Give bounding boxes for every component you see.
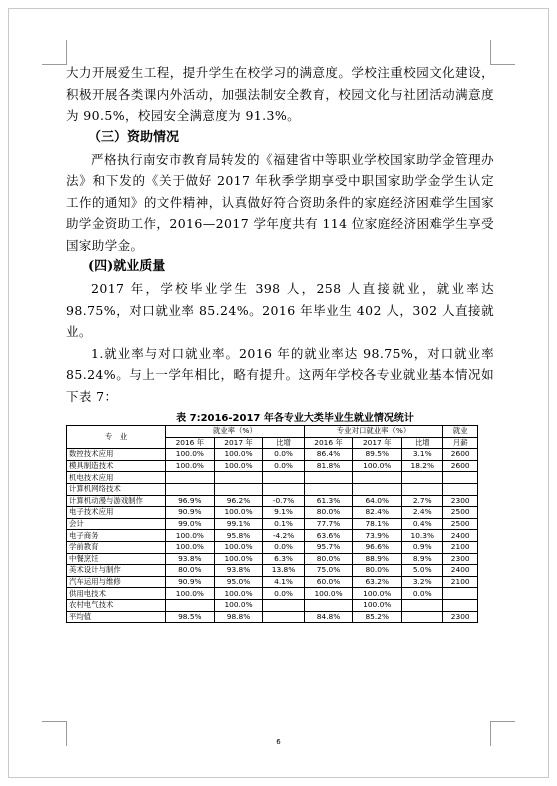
header-salary-line1: 就业 <box>443 426 478 438</box>
table-row <box>67 553 478 565</box>
table-cell-value: 60.0% <box>304 576 353 588</box>
table-cell-value <box>304 472 353 484</box>
table-cell-value: -0.7% <box>263 495 304 507</box>
table-cell-value: 0.0% <box>263 460 304 472</box>
table-cell-value: 90.9% <box>166 507 215 519</box>
table-cell-value: 9.1% <box>263 507 304 519</box>
table-cell-value: 100.0% <box>353 588 402 600</box>
table-cell-value: 2600 <box>443 449 478 461</box>
table-cell-value: 100.0% <box>214 599 263 611</box>
table-row <box>67 483 478 495</box>
paragraph-employment-rate: 1.就业率与对口就业率。2016 年的就业率达 98.75%，对口就业率 85.24%。与上一学年相比，略有提升。这两年学校各专业就业基本情况如下表 7： <box>66 345 494 404</box>
table-cell-value: 85.2% <box>353 611 402 623</box>
table-cell-major: 学前教育 <box>67 541 166 553</box>
table-cell-value: 100.0% <box>353 599 402 611</box>
table-cell-value: 63.2% <box>353 576 402 588</box>
table-cell-major: 农村电气技术 <box>67 599 166 611</box>
table-cell-value: 99.1% <box>214 518 263 530</box>
table-cell-value: 2300 <box>443 611 478 623</box>
table-cell-value <box>353 483 402 495</box>
table-row <box>67 599 478 611</box>
table-row <box>67 507 478 519</box>
table-cell-major: 中餐烹饪 <box>67 553 166 565</box>
table-cell-major: 机电技术应用 <box>67 472 166 484</box>
table-cell-value: 80.0% <box>166 565 215 577</box>
header-change: 比增 <box>263 437 304 449</box>
table-cell-value: 63.6% <box>304 530 353 542</box>
table-cell-value: 84.8% <box>304 611 353 623</box>
table-cell-value: 2.4% <box>402 507 443 519</box>
table-cell-value: 77.7% <box>304 518 353 530</box>
table-cell-value: 4.1% <box>263 576 304 588</box>
table-row <box>67 541 478 553</box>
table-body <box>67 449 478 623</box>
table-cell-value: 2500 <box>443 507 478 519</box>
table-header-row <box>67 426 478 438</box>
table-cell-value: 93.8% <box>166 553 215 565</box>
table-cell-value <box>402 472 443 484</box>
table-cell-value: 2100 <box>443 576 478 588</box>
paragraph-financial-aid: 严格执行南安市教育局转发的《福建省中等职业学校国家助学金管理办法》和下发的《关于做好 2017 年秋季学期享受中职国家助学金学生认定工作的通知》的文件精神，认真做好符合资助条件的家庭经济困难学生国家助学金资助工作，2016—2017 学年度共有 114 位家庭经济困难学生享受国家助学金。 <box>66 151 494 253</box>
table-cell-value: 96.6% <box>353 541 402 553</box>
table-row <box>67 611 478 623</box>
table-cell-major: 供用电技术 <box>67 588 166 600</box>
table-cell-value: 2600 <box>443 460 478 472</box>
table-cell-value: 0.0% <box>263 588 304 600</box>
table-cell-value: 99.0% <box>166 518 215 530</box>
table-row <box>67 576 478 588</box>
table-row <box>67 495 478 507</box>
table-cell-value: 95.0% <box>214 576 263 588</box>
table-cell-value <box>443 483 478 495</box>
header-2016: 2016 年 <box>166 437 215 449</box>
table-cell-value <box>402 483 443 495</box>
table-cell-value: 0.9% <box>402 541 443 553</box>
table-cell-value: 100.0% <box>214 588 263 600</box>
table-cell-value: -4.2% <box>263 530 304 542</box>
table-cell-value: 80.0% <box>353 565 402 577</box>
table-cell-value: 80.0% <box>304 507 353 519</box>
table-row <box>67 518 478 530</box>
table-cell-value: 89.5% <box>353 449 402 461</box>
table-cell-value <box>214 472 263 484</box>
table-cell-value <box>263 599 304 611</box>
table-cell-value: 64.0% <box>353 495 402 507</box>
table-cell-value: 88.9% <box>353 553 402 565</box>
table-row <box>67 449 478 461</box>
table-cell-value: 82.4% <box>353 507 402 519</box>
table-cell-major: 计算机网络技术 <box>67 483 166 495</box>
table-cell-value: 100.0% <box>166 530 215 542</box>
table-cell-value <box>443 588 478 600</box>
table-cell-value <box>263 611 304 623</box>
table-cell-major: 平均值 <box>67 611 166 623</box>
document-body <box>66 62 494 623</box>
table-cell-major: 模具制造技术 <box>67 460 166 472</box>
table-row <box>67 460 478 472</box>
table-cell-value <box>166 483 215 495</box>
table-cell-value <box>263 472 304 484</box>
paragraph-employment-summary: 2017 年，学校毕业学生 398 人，258 人直接就业，就业率达 98.75%，对口就业率 85.24%。2016 年毕业生 402 人，302 人直接就业。 <box>66 281 494 339</box>
table-cell-value <box>263 483 304 495</box>
header-major: 专 业 <box>67 426 166 449</box>
table-cell-value: 3.1% <box>402 449 443 461</box>
header-change: 比增 <box>402 437 443 449</box>
table-cell-value: 73.9% <box>353 530 402 542</box>
table-cell-value: 61.3% <box>304 495 353 507</box>
table-cell-major: 电子商务 <box>67 530 166 542</box>
table-cell-value: 86.4% <box>304 449 353 461</box>
table-cell-value <box>443 599 478 611</box>
header-2017: 2017 年 <box>353 437 402 449</box>
table-cell-value <box>443 472 478 484</box>
table-cell-value: 100.0% <box>166 588 215 600</box>
table-cell-value: 2100 <box>443 541 478 553</box>
header-2016: 2016 年 <box>304 437 353 449</box>
table-cell-value: 10.3% <box>402 530 443 542</box>
table-cell-value: 100.0% <box>214 507 263 519</box>
table-cell-value <box>304 483 353 495</box>
table-cell-value: 0.0% <box>402 588 443 600</box>
table-cell-value: 6.3% <box>263 553 304 565</box>
margin-mark-top-left <box>42 40 67 65</box>
table-cell-value: 95.7% <box>304 541 353 553</box>
table-cell-value: 78.1% <box>353 518 402 530</box>
table-cell-value: 2300 <box>443 495 478 507</box>
table-cell-major: 电子技术应用 <box>67 507 166 519</box>
table-cell-value: 93.8% <box>214 565 263 577</box>
table-cell-value: 0.0% <box>263 449 304 461</box>
table-cell-value: 5.0% <box>402 565 443 577</box>
table-title: 表 7:2016-2017 年各专业大类毕业生就业情况统计 <box>176 413 414 424</box>
table-cell-major: 汽车运用与维修 <box>67 576 166 588</box>
table-cell-major: 数控技术应用 <box>67 449 166 461</box>
table-cell-value: 98.5% <box>166 611 215 623</box>
table-cell-major: 会计 <box>67 518 166 530</box>
table-cell-value: 2400 <box>443 530 478 542</box>
table-cell-value <box>166 472 215 484</box>
table-cell-value: 2500 <box>443 518 478 530</box>
table-cell-value: 100.0% <box>166 541 215 553</box>
table-cell-value: 100.0% <box>353 460 402 472</box>
table-cell-value: 0.4% <box>402 518 443 530</box>
table-cell-value: 81.8% <box>304 460 353 472</box>
table-row <box>67 472 478 484</box>
page-number: 6 <box>276 738 281 746</box>
table-cell-value: 18.2% <box>402 460 443 472</box>
table-cell-value: 2400 <box>443 565 478 577</box>
table-cell-value: 2300 <box>443 553 478 565</box>
table-cell-value: 100.0% <box>214 449 263 461</box>
table-cell-major: 美术设计与制作 <box>67 565 166 577</box>
header-employment-rate: 就业率（%） <box>166 426 305 438</box>
header-salary-line2: 月薪 <box>443 437 478 449</box>
table-cell-major: 计算机动漫与游戏制作 <box>67 495 166 507</box>
table-row <box>67 588 478 600</box>
table-cell-value: 100.0% <box>214 541 263 553</box>
paragraph-campus-culture: 大力开展爱生工程，提升学生在校学习的满意度。学校注重校园文化建设，积极开展各类课内外活动，加强法制安全教育，校园文化与社团活动满意度为 90.5%，校园安全满意度为 91.3%。 <box>66 65 494 123</box>
table-cell-value: 98.8% <box>214 611 263 623</box>
table-cell-value: 2.7% <box>402 495 443 507</box>
section-heading-employment-quality: (四)就业质量 <box>88 259 166 274</box>
header-matched-rate: 专业对口就业率（%） <box>304 426 443 438</box>
table-cell-value: 13.8% <box>263 565 304 577</box>
table-cell-value: 8.9% <box>402 553 443 565</box>
table-cell-value: 0.0% <box>263 541 304 553</box>
section-heading-financial-aid: （三）资助情况 <box>88 129 180 145</box>
table-cell-value: 100.0% <box>304 588 353 600</box>
table-cell-value <box>402 611 443 623</box>
table-cell-value: 90.9% <box>166 576 215 588</box>
table-cell-value: 3.2% <box>402 576 443 588</box>
table-cell-value: 96.9% <box>166 495 215 507</box>
table-cell-value <box>214 483 263 495</box>
table-cell-value <box>353 472 402 484</box>
table-cell-value: 95.8% <box>214 530 263 542</box>
table-cell-value: 100.0% <box>166 460 215 472</box>
table-cell-value <box>166 599 215 611</box>
employment-stats-table <box>66 425 478 623</box>
table-cell-value: 100.0% <box>214 460 263 472</box>
table-cell-value: 0.1% <box>263 518 304 530</box>
table-row <box>67 565 478 577</box>
table-cell-value <box>304 599 353 611</box>
table-cell-value: 100.0% <box>214 553 263 565</box>
header-2017: 2017 年 <box>214 437 263 449</box>
table-cell-value: 100.0% <box>166 449 215 461</box>
table-cell-value: 75.0% <box>304 565 353 577</box>
table-cell-value: 96.2% <box>214 495 263 507</box>
table-cell-value: 80.0% <box>304 553 353 565</box>
table-row <box>67 530 478 542</box>
table-cell-value <box>402 599 443 611</box>
